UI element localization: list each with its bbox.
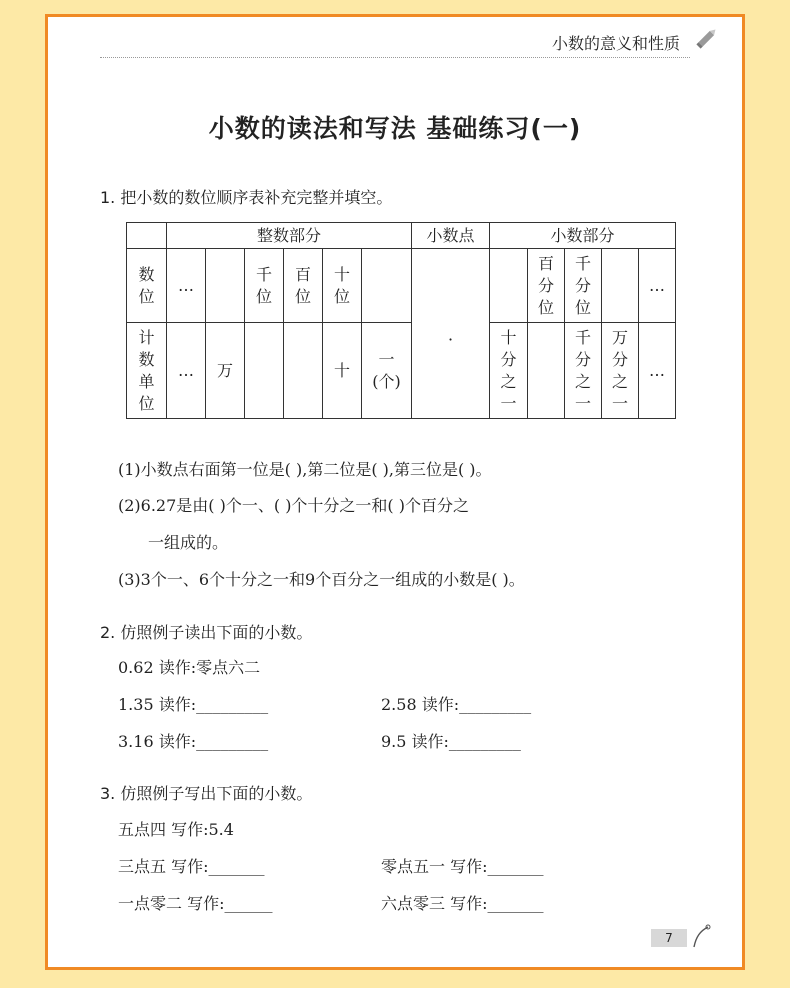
question-3-title: 3. 仿照例子写出下面的小数。	[100, 784, 313, 803]
question-1-sub-3: (3)3个一、6个十分之一和9个百分之一组成的小数是( )。	[118, 570, 525, 589]
blank-cell[interactable]	[602, 249, 639, 323]
place-value-table	[126, 222, 676, 419]
question-3-item[interactable]: 一点零二 写作:______	[118, 894, 273, 913]
place-thousands: 千位	[245, 249, 284, 323]
question-2-title: 2. 仿照例子读出下面的小数。	[100, 623, 313, 642]
decimal-point-cell: ·	[412, 249, 490, 419]
blank-cell[interactable]	[284, 323, 323, 419]
blank-cell[interactable]	[362, 249, 412, 323]
ellipsis-cell: …	[639, 323, 676, 419]
header-integer-part: 整数部分	[167, 223, 412, 249]
question-1-sub-2: (2)6.27是由( )个一、( )个十分之一和( )个百分之	[118, 496, 470, 515]
place-thousandths: 千分位	[565, 249, 602, 323]
ellipsis-cell: …	[167, 249, 206, 323]
unit-one: 一 (个)	[362, 323, 412, 419]
page-number: 7	[651, 929, 687, 947]
leaf-icon	[690, 923, 712, 949]
question-2-item[interactable]: 1.35 读作:_________	[118, 695, 269, 714]
unit-ten-thousandth: 万分之一	[602, 323, 639, 419]
ellipsis-cell: …	[167, 323, 206, 419]
header-divider	[100, 57, 690, 58]
question-3-item[interactable]: 三点五 写作:_______	[118, 857, 265, 876]
question-3-item[interactable]: 六点零三 写作:_______	[381, 894, 544, 913]
worksheet-page	[45, 14, 745, 970]
pencil-icon	[694, 25, 720, 51]
table-corner	[127, 223, 167, 249]
question-1-sub-1: (1)小数点右面第一位是( ),第二位是( ),第三位是( )。	[118, 460, 492, 479]
question-2-item[interactable]: 2.58 读作:_________	[381, 695, 532, 714]
question-3-item[interactable]: 零点五一 写作:_______	[381, 857, 544, 876]
blank-cell[interactable]	[206, 249, 245, 323]
question-1-sub-2-cont: 一组成的。	[148, 533, 229, 552]
place-hundreds: 百位	[284, 249, 323, 323]
header-decimal-point: 小数点	[412, 223, 490, 249]
question-2-item[interactable]: 9.5 读作:_________	[381, 732, 521, 751]
unit-tenth: 十分之一	[490, 323, 528, 419]
unit-ten: 十	[323, 323, 362, 419]
blank-cell[interactable]	[528, 323, 565, 419]
ellipsis-cell: …	[639, 249, 676, 323]
place-hundredths: 百分位	[528, 249, 565, 323]
chapter-title: 小数的意义和性质	[551, 34, 680, 53]
blank-cell[interactable]	[490, 249, 528, 323]
header-decimal-part: 小数部分	[490, 223, 676, 249]
unit-ten-thousand: 万	[206, 323, 245, 419]
question-2-example: 0.62 读作:零点六二	[118, 658, 261, 677]
row-label-unit: 计数单位	[127, 323, 167, 419]
page-title: 小数的读法和写法 基础练习(一)	[208, 114, 582, 143]
question-1-title: 1. 把小数的数位顺序表补充完整并填空。	[100, 188, 393, 207]
place-tens: 十位	[323, 249, 362, 323]
row-label-place: 数位	[127, 249, 167, 323]
blank-cell[interactable]	[245, 323, 284, 419]
question-2-item[interactable]: 3.16 读作:_________	[118, 732, 269, 751]
unit-thousandth: 千分之一	[565, 323, 602, 419]
question-3-example: 五点四 写作:5.4	[118, 820, 234, 839]
